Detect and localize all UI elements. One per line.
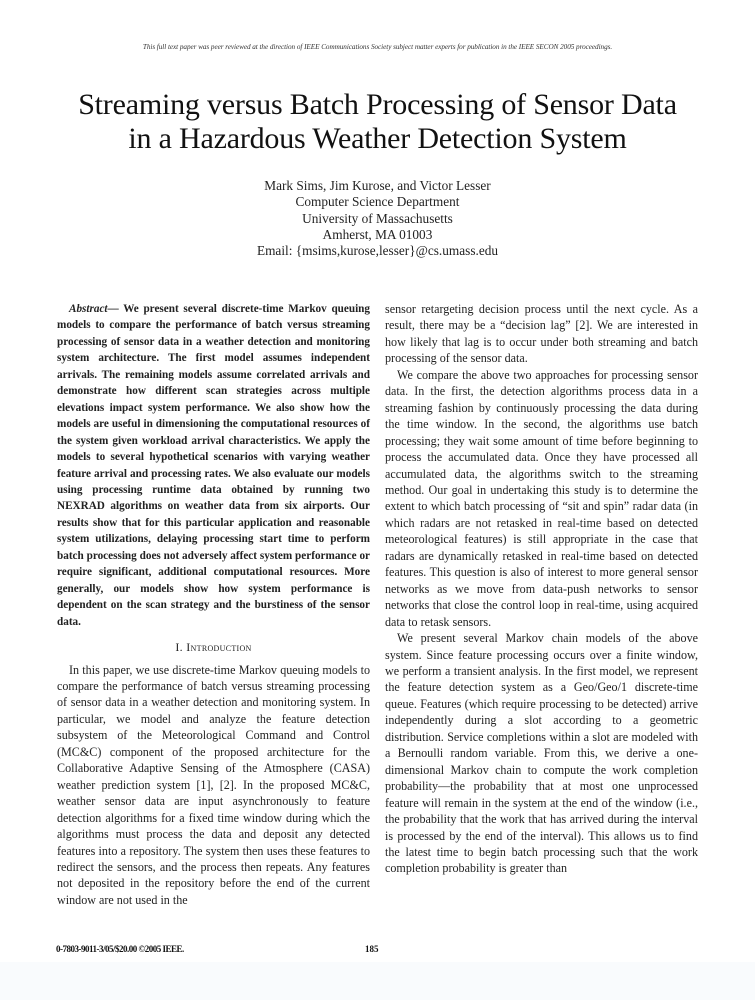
author-university: University of Massachusetts — [302, 210, 453, 226]
abstract-text: We present several discrete-time Markov queuing models to compare the performance of batch versus streaming processing of sensor data in a weather detection and monitoring system architecture. The first model assumes independent arrivals. The remaining models assume correlated arrivals and demonstrate how different scan strategies across multiple elevations impact system performance. We also show how the models are useful in dimensioning the computational resources of the system given workload arrival characteristics. We apply the models to several hypothetical scenarios with varying weather feature arrival and processing rates. We also evaluate our models using processing runtime data obtained by running two NEXRAD algorithms on weather data from six airports. Our results show that for this particular application and reasonable system utilizations, delaying processing start time to perform batch processing does not adversely affect system performance or require significant, additional computational resources. More generally, our models show how system performance is dependent on the scan strategy and the burstiness of the sensor data. — [57, 303, 370, 628]
author-email: Email: {msims,kurose,lesser}@cs.umass.edu — [256, 243, 499, 259]
author-address: Amherst, MA 01003 — [322, 226, 433, 242]
section-number: I. — [175, 640, 183, 655]
right-column — [385, 301, 698, 877]
peer-review-note: This full text paper was peer reviewed at the direction of IEEE Communications Society subject matter experts for publication in the IEEE SECON 2005 proceedings. — [142, 43, 613, 51]
title-line-1: Streaming versus Batch Processing of Sensor Data — [78, 88, 677, 121]
author-names: Mark Sims, Jim Kurose, and Victor Lesser — [264, 178, 491, 193]
intro-paragraph-1: In this paper, we use discrete-time Markov queuing models to compare the performance of batch versus streaming processing of sensor data in a weather detection and monitoring system. In particular, we model and analyze the feature detection subsystem of the Meteorological Command and Control (MC&C) component of the proposed architecture for the Collaborative Adaptive Sensing of the Atmosphere (CASA) weather prediction system [1], [2]. In the proposed MC&C, weather sensor data are input asynchronously to feature detection algorithms for a fixed time window during which the algorithms must process the data and deposit any detected features into a repository. The system then uses these features to redirect the sensors, and the process then repeats. Any features not deposited in the repository before the end of the current window are not used in the — [57, 662, 370, 907]
paper-title — [40, 88, 715, 156]
author-block — [150, 178, 605, 259]
abstract-label: Abstract — [69, 303, 108, 315]
viewer-background — [0, 962, 755, 1000]
section-heading-introduction — [57, 639, 370, 655]
section-title: Introduction — [186, 640, 252, 655]
title-line-2: in a Hazardous Weather Detection System — [128, 122, 627, 155]
intro-paragraph-1-continued: sensor retargeting decision process until the next cycle. As a result, there may be a “decision lag” [2]. We are interested in how likely that lag is to occur under both streaming and batch processing of the sensor data. — [385, 302, 698, 366]
intro-paragraph-3: We present several Markov chain models of the above system. Since feature processing occurs over a finite window, we perform a transient analysis. In the first model, we represent the feature detection system as a Geo/Geo/1 discrete-time queue. Features (which require processing to be detected) arrive independently during a slot according to a geometric distribution. Service completions within a slot are modeled with a Bernoulli random variable. From this, we derive a one-dimensional Markov chain to compute the work completion probability—the probability that at most one unprocessed feature will remain in the system at the end of the window (i.e., the probability that the work that has arrived during the interval is processed by the end of the interval). This allows us to find the latest time to begin batch processing such that the work completion probability is greater than — [385, 631, 698, 876]
intro-paragraph-2: We compare the above two approaches for processing sensor data. In the first, the detection algorithms process data in a streaming fashion by continuously processing the data during the time window. In the second, the algorithms use batch processing; they wait some amount of time before beginning to process the accumulated data. Once they have processed all accumulated data, the algorithms switch to the streaming method. Our goal in undertaking this study is to determine the extent to which batch processing of “sit and spin” radar data (in which radars are not retasked in real-time based on detected meteorological features) is still appropriate in the case that radars are dynamically retasked in real-time based on detected features. This question is also of interest to more general sensor networks as we move from data-push networks to sensor networks that close the control loop in real-time, using acquired data to retask sensors. — [385, 367, 698, 629]
abstract — [57, 301, 370, 630]
abstract-dash: — — [107, 303, 119, 315]
page-number: 185 — [365, 944, 379, 954]
copyright-footer: 0-7803-9011-3/05/$20.00 ©2005 IEEE. — [56, 944, 184, 954]
author-department: Computer Science Department — [295, 194, 460, 210]
left-column — [57, 301, 370, 908]
